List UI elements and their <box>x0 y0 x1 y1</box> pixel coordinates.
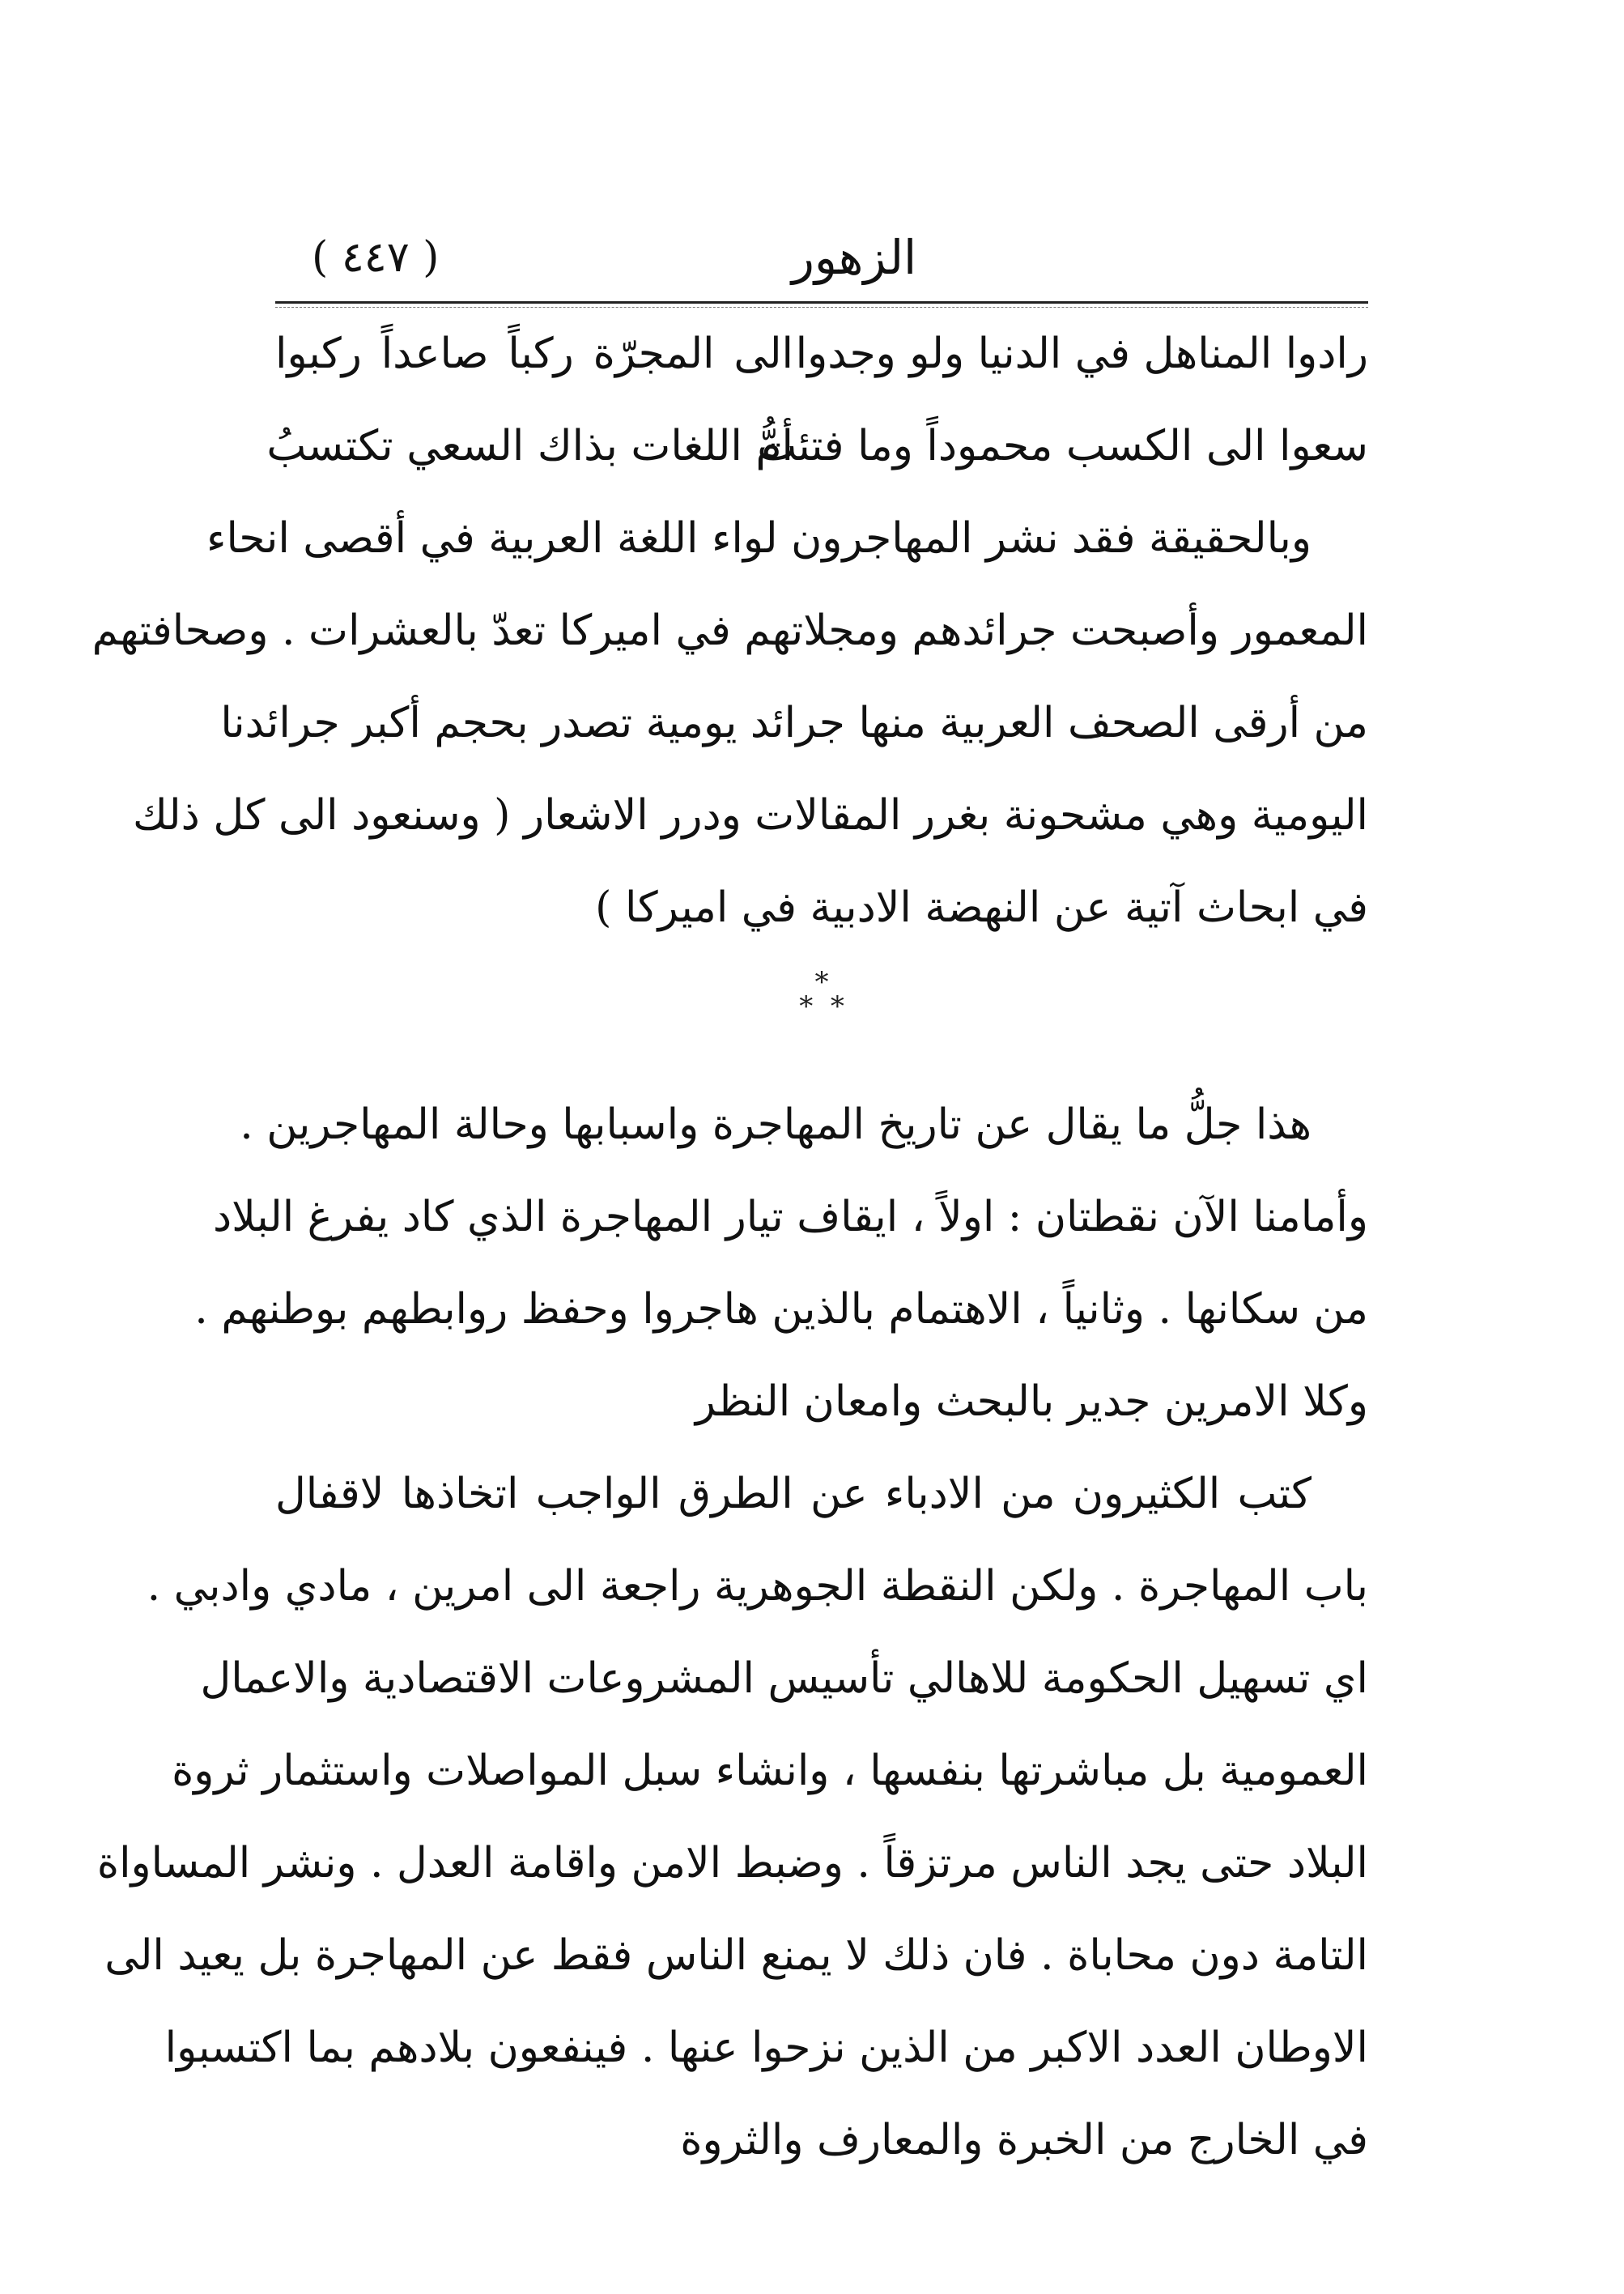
text-line: هذا جلُّ ما يقال عن تاريخ المهاجرة واسبابها وحالة المهاجرين . <box>240 1100 1312 1149</box>
text-line: من أرقى الصحف العربية منها جرائد يومية تصدر بحجم أكبر جرائدنا <box>220 699 1368 747</box>
text-line: اليومية وهي مشحونة بغرر المقالات ودرر الاشعار ( وسنعود الى كل ذلك <box>132 791 1368 840</box>
text-line: وأمامنا الآن نقطتان : اولاً ، ايقاف تيار المهاجرة الذي كاد يفرغ البلاد <box>212 1193 1368 1241</box>
verse-hemistich-first: رادوا المناهل في الدنيا ولو وجدوا <box>795 330 1368 378</box>
body-text <box>91 308 1368 2186</box>
text-line: وبالحقيقة فقد نشر المهاجرون لواء اللغة العربية في أقصى انحاء <box>206 514 1312 563</box>
paragraph-1 <box>91 492 1368 954</box>
text-line: في ابحاث آتية عن النهضة الادبية في اميركا ) <box>595 883 1368 932</box>
paragraph-3 <box>96 1448 1368 2186</box>
paragraph-2 <box>194 1079 1368 1448</box>
verse-line <box>266 400 1368 492</box>
text-line: العمومية بل مباشرتها بنفسها ، وانشاء سبل المواصلات واستثمار ثروة <box>172 1747 1368 1795</box>
paragraph-gap <box>275 1046 1368 1079</box>
text-line: كتب الكثيرون من الادباء عن الطرق الواجب اتخاذها لاقفال <box>275 1470 1312 1518</box>
verse-hemistich-second: الى المجرّة ركباً صاعداً ركبوا <box>275 330 793 378</box>
page-number: ( ٤٤٧ ) <box>312 233 440 282</box>
asterism-separator <box>275 954 1368 1046</box>
text-line: التامة دون محاباة . فان ذلك لا يمنع الناس فقط عن المهاجرة بل يعيد الى <box>104 1931 1368 1980</box>
text-line: اي تسهيل الحكومة للاهالي تأسيس المشروعات الاقتصادية والاعمال <box>200 1654 1368 1703</box>
verse-line <box>275 308 1368 400</box>
page-header <box>279 219 1364 292</box>
header-rule <box>275 301 1368 304</box>
running-title: الزهور <box>791 230 917 285</box>
verse-hemistich-first: سعوا الى الكسب محموداً وما فتئت <box>757 422 1368 470</box>
text-line: المعمور وأصبحت جرائدهم ومجلاتهم في اميركا تعدّ بالعشرات . وصحافتهم <box>91 606 1368 655</box>
asterism-bottom: * * <box>799 990 844 1023</box>
text-line: في الخارج من الخبرة والمعارف والثروة <box>680 2116 1368 2164</box>
text-line: من سكانها . وثانياً ، الاهتمام بالذين هاجروا وحفظ روابطهم بوطنهم . <box>194 1285 1368 1334</box>
asterism-top: * <box>814 966 829 998</box>
text-line: الاوطان العدد الاكبر من الذين نزحوا عنها . فينفعون بلادهم بما اكتسبوا <box>164 2024 1368 2072</box>
verse-hemistich-second: أمُّ اللغات بذاك السعي تكتسبُ <box>266 422 793 470</box>
text-line: البلاد حتى يجد الناس مرتزقاً . وضبط الامن واقامة العدل . ونشر المساواة <box>96 1839 1368 1888</box>
text-line: وكلا الامرين جدير بالبحث وامعان النظر <box>695 1377 1368 1426</box>
text-line: باب المهاجرة . ولكن النقطة الجوهرية راجعة الى امرين ، مادي وادبي . <box>147 1562 1368 1611</box>
